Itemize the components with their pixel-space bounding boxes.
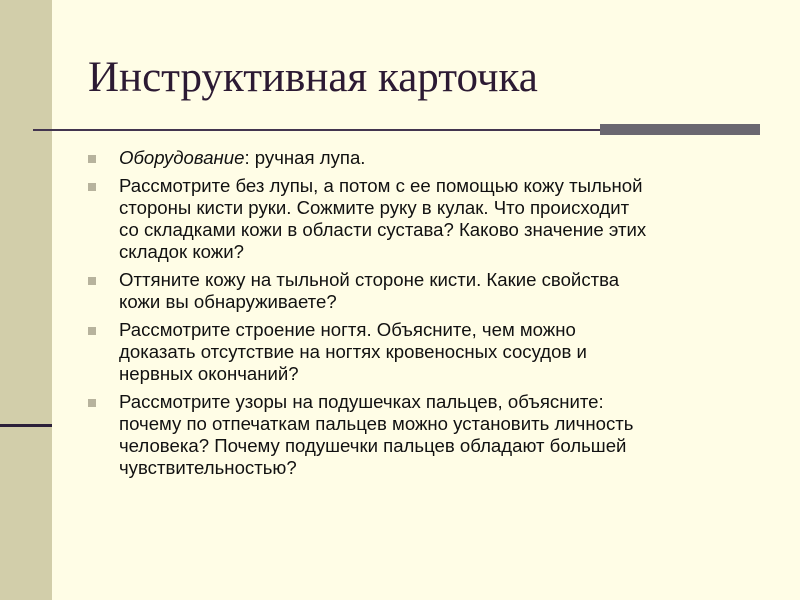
- bullet-item-fingerprints: [88, 391, 778, 479]
- bullet-line: стороны кисти руки. Сожмите руку в кулак. Что происходит: [119, 197, 630, 218]
- bullet-line: кожи вы обнаруживаете?: [119, 291, 337, 312]
- bullet-item-skin-properties: [88, 269, 778, 313]
- bullet-text: [119, 319, 778, 385]
- title-underline-thin: [33, 129, 600, 131]
- bullet-line: Рассмотрите без лупы, а потом с ее помощью кожу тыльной: [119, 175, 643, 196]
- side-decor-line: [0, 424, 52, 427]
- bullet-square-icon: [88, 183, 96, 191]
- slide-title: Инструктивная карточка: [88, 54, 538, 101]
- bullet-item-equipment: [88, 147, 778, 169]
- bullet-text: [119, 391, 778, 479]
- bullet-line: [119, 147, 778, 169]
- bullet-item-skin-folds: [88, 175, 778, 263]
- bullet-line: Рассмотрите строение ногтя. Объясните, чем можно: [119, 319, 576, 340]
- bullet-square-icon: [88, 155, 96, 163]
- bullet-square-icon: [88, 399, 96, 407]
- bullet-line: Оттяните кожу на тыльной стороне кисти. Какие свойства: [119, 269, 620, 290]
- bullet-line: чувствительностью?: [119, 457, 297, 478]
- bullet-line: человека? Почему подушечки пальцев обладают большей: [119, 435, 627, 456]
- bullet-square-icon: [88, 277, 96, 285]
- equipment-label: Оборудование: [119, 147, 245, 168]
- bullet-line: доказать отсутствие на ногтях кровеносных сосудов и: [119, 341, 587, 362]
- bullet-text: [119, 269, 778, 313]
- equipment-value: : ручная лупа.: [244, 147, 366, 168]
- title-underline-accent: [600, 124, 760, 135]
- bullet-line: складок кожи?: [119, 241, 244, 262]
- bullet-line: нервных окончаний?: [119, 363, 299, 384]
- bullet-line: почему по отпечаткам пальцев можно установить личность: [119, 413, 634, 434]
- bullet-square-icon: [88, 327, 96, 335]
- bullet-line: со складками кожи в области сустава? Каково значение этих: [119, 219, 647, 240]
- bullet-text: [119, 147, 778, 169]
- bullet-list: [88, 147, 778, 485]
- bullet-item-nail-structure: [88, 319, 778, 385]
- bullet-line: Рассмотрите узоры на подушечках пальцев, объясните:: [119, 391, 604, 412]
- bullet-text: [119, 175, 778, 263]
- side-decor-band: [0, 0, 52, 600]
